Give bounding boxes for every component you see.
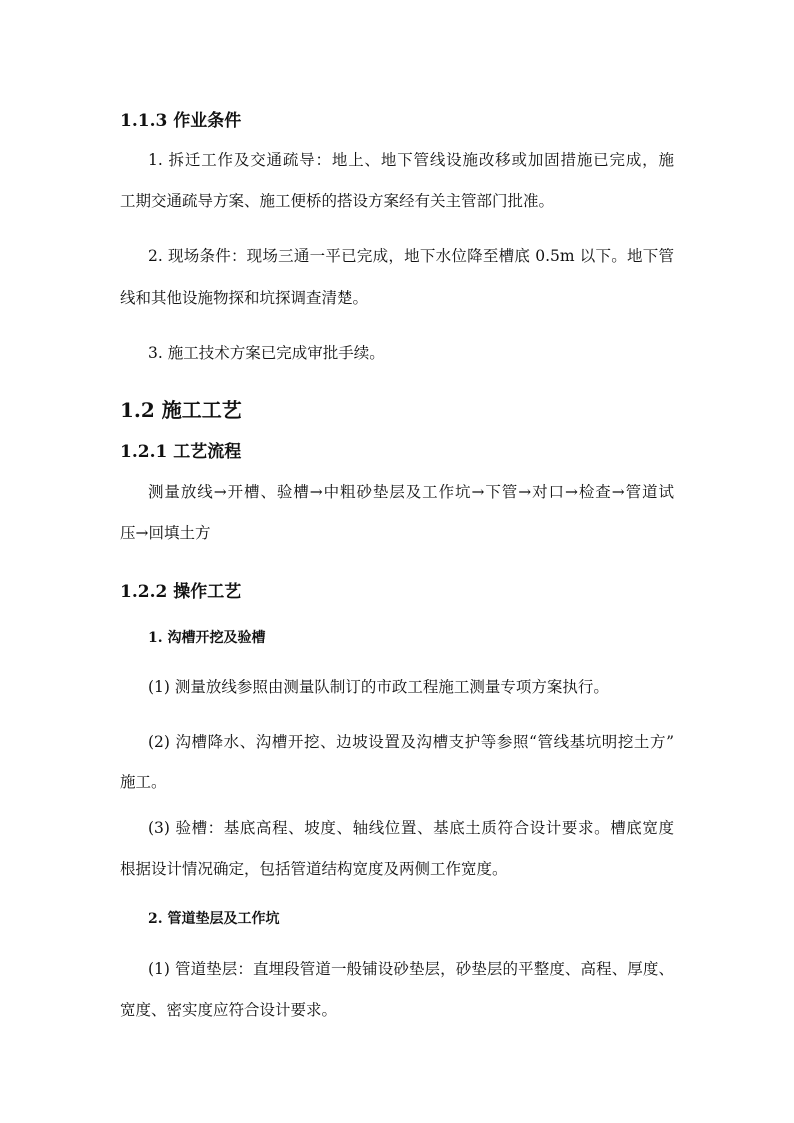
paragraph-line: 工期交通疏导方案、施工便桥的搭设方案经有关主管部门批准。: [120, 192, 555, 210]
paragraph-line: 根据设计情况确定，包括管道结构宽度及两侧工作宽度。: [120, 860, 508, 878]
heading-1-2-1: 1.2.1 工艺流程: [120, 442, 242, 462]
paragraph-line: 宽度、密实度应符合设计要求。: [120, 1001, 338, 1019]
paragraph-line: 施工。: [120, 773, 167, 791]
paragraph-line: 线和其他设施物探和坑探调查清楚。: [120, 289, 369, 307]
subheading-cushion: 2. 管道垫层及工作坑: [148, 911, 280, 927]
subheading-trench: 1. 沟槽开挖及验槽: [148, 630, 266, 646]
paragraph-line: 测量放线→开槽、验槽→中粗砂垫层及工作坑→下管→对口→检查→管道试: [148, 483, 674, 501]
paragraph-line: 1. 拆迁工作及交通疏导：地上、地下管线设施改移或加固措施已完成，施: [148, 151, 674, 169]
paragraph-line: (1) 测量放线参照由测量队制订的市政工程施工测量专项方案执行。: [148, 678, 609, 696]
paragraph-line: 3. 施工技术方案已完成审批手续。: [148, 344, 385, 362]
paragraph-line: (1) 管道垫层：直埋段管道一般铺设砂垫层，砂垫层的平整度、高程、厚度、: [148, 960, 674, 978]
paragraph-line: 2. 现场条件：现场三通一平已完成，地下水位降至槽底 0.5m 以下。地下管: [148, 247, 674, 265]
heading-1-2: 1.2 施工工艺: [120, 398, 242, 422]
paragraph-line: (2) 沟槽降水、沟槽开挖、边坡设置及沟槽支护等参照“管线基坑明挖土方”: [148, 733, 674, 751]
heading-1-1-3: 1.1.3 作业条件: [120, 111, 242, 131]
paragraph-line: (3) 验槽：基底高程、坡度、轴线位置、基底土质符合设计要求。槽底宽度: [148, 819, 674, 837]
heading-1-2-2: 1.2.2 操作工艺: [120, 582, 242, 602]
paragraph-line: 压→回填土方: [120, 524, 211, 542]
